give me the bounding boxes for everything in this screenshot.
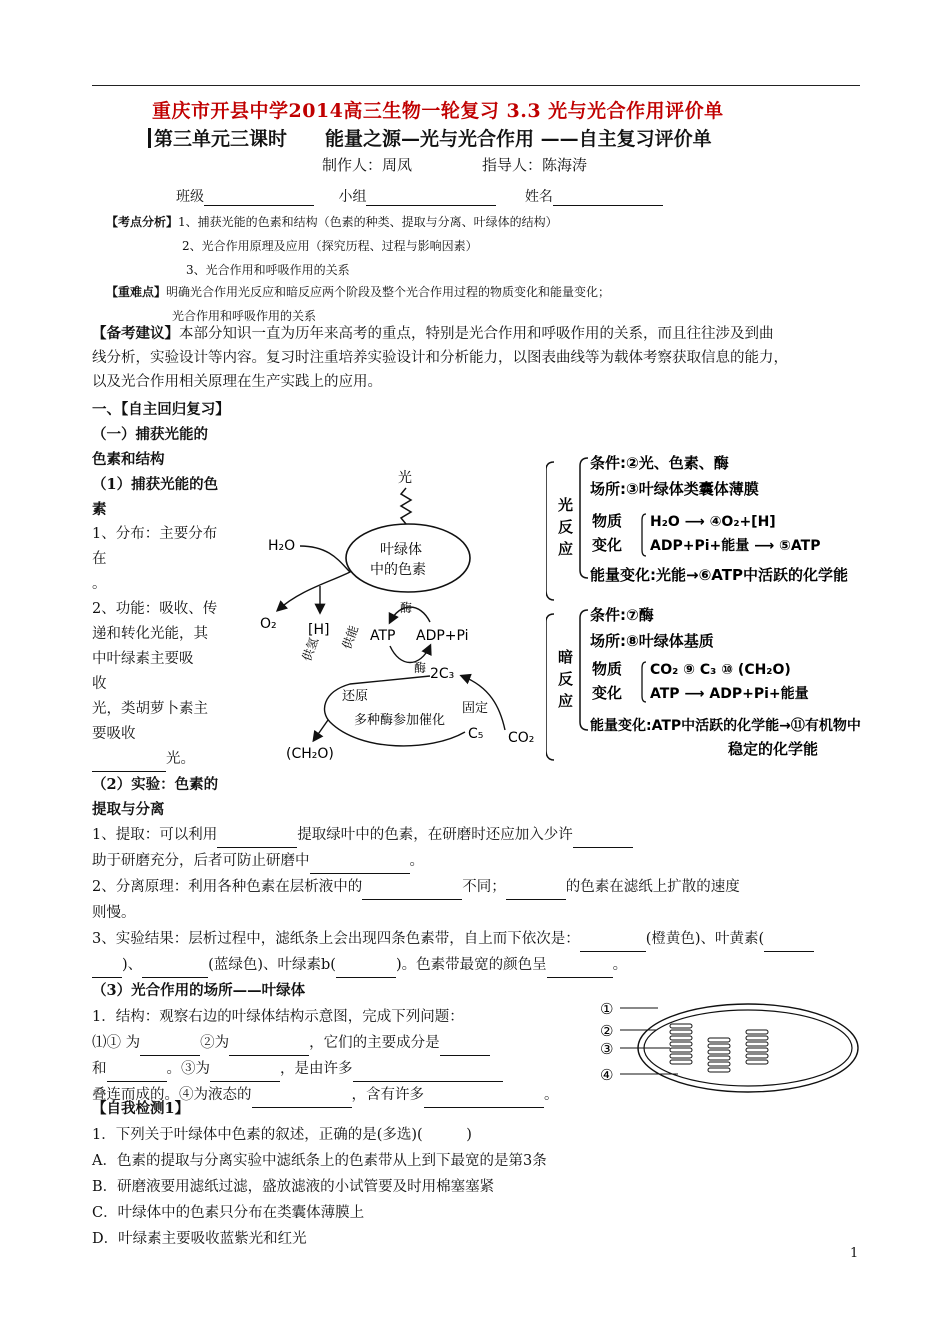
sub1-line2: 色素和结构 xyxy=(92,451,165,468)
advice-line1: 本部分知识一直为历年来高考的重点，特别是光合作用和呼吸作用的关系，而且往往涉及到曲 xyxy=(179,326,774,342)
light-mat-2: 变化 xyxy=(592,536,623,554)
func-end: 光。 xyxy=(166,751,195,767)
key-points xyxy=(106,280,610,328)
atp-label: ATP xyxy=(370,628,396,644)
grana xyxy=(670,1024,768,1072)
light-site: 场所:③叶绿体类囊体薄膜 xyxy=(590,480,759,498)
light-bracket-inner xyxy=(580,458,588,578)
func-line1: 2、功能：吸收、传 xyxy=(92,601,218,617)
sep-1: 2、分离原理：利用各种色素在层析液中的 xyxy=(92,879,363,895)
struct-4b: ，含有许多 xyxy=(351,1087,424,1103)
photosynthesis-diagram xyxy=(250,462,550,772)
c5-label: C₅ xyxy=(468,726,484,742)
question-1: 1．下列关于叶绿体中色素的叙述，正确的是(多选)( ) xyxy=(92,1127,472,1143)
result-blank-5[interactable] xyxy=(336,977,396,978)
unit-title xyxy=(148,124,712,151)
class-label: 班级 xyxy=(176,189,204,205)
sub2-line2: 提取与分离 xyxy=(92,801,165,818)
advice-block xyxy=(92,322,788,394)
calvin-cycle xyxy=(325,676,465,746)
ch2o-arrow xyxy=(314,720,328,740)
result-2c: )。色素带最宽的颜色呈 xyxy=(395,957,547,973)
sub2-line1: （2）实验：色素的 xyxy=(92,776,219,793)
dark-bracket-inner xyxy=(580,610,588,730)
reaction-summary xyxy=(546,450,950,770)
sub1-1-line1: （1）捕获光能的色 xyxy=(92,476,219,493)
struct-3b: 。③为 xyxy=(166,1061,210,1077)
h-label: [H] xyxy=(308,622,330,638)
supply-h: 供氢 xyxy=(299,635,322,664)
advice-line3: 以及光合作用相关原理在生产实践上的应用。 xyxy=(92,374,382,390)
dark-mat-1: 物质 xyxy=(592,660,623,678)
result-1: 3、实验结果：层析过程中，滤纸条上会出现四条色素带，自上而下依次是： xyxy=(92,931,580,947)
struct-2b: ②为 xyxy=(200,1035,230,1051)
analysis-item-3: 3、光合作用和呼吸作用的关系 xyxy=(186,263,350,277)
advisor: 指导人：陈海涛 xyxy=(482,156,588,174)
chloro-label-2: 中的色素 xyxy=(370,562,426,578)
sep-2: 不同； xyxy=(462,879,506,895)
key-points-line2: 光合作用和呼吸作用的关系 xyxy=(172,309,317,323)
dark-reaction-3: 应 xyxy=(558,692,574,710)
fix-label: 固定 xyxy=(462,701,489,716)
result-blank-6[interactable] xyxy=(547,977,613,978)
multi-enzyme-label: 多种酶参加催化 xyxy=(354,713,446,728)
h2o-label: H₂O xyxy=(268,538,296,554)
result-2b: (蓝绿色)、叶绿素b( xyxy=(208,957,336,973)
extract-1: 1、提取：可以利用 xyxy=(92,827,218,843)
dark-condition: 条件:⑦酶 xyxy=(590,606,654,624)
dist-line2: 在 xyxy=(92,551,107,567)
selfcheck-block xyxy=(92,1096,547,1252)
co2-label: CO₂ xyxy=(508,730,535,746)
func-line5: 光，类胡萝卜素主 xyxy=(92,701,208,717)
key-points-label: 【重难点】 xyxy=(106,285,167,299)
struct-2a: ⑴① 为 xyxy=(92,1035,141,1051)
advice-label: 【备考建议】 xyxy=(92,325,179,342)
result-blank-2[interactable] xyxy=(764,951,814,952)
sep-blank-1[interactable] xyxy=(362,899,462,900)
option-a: A．色素的提取与分离实验中滤纸条上的色素带从上到下最宽的是第3条 xyxy=(92,1153,547,1169)
o2-label: O₂ xyxy=(260,616,277,632)
top-rule xyxy=(92,85,860,86)
light-reaction-3: 应 xyxy=(558,540,574,558)
c3-label: 2C₃ xyxy=(430,666,455,682)
unit-text: 第三单元三课时 能量之源—光与光合作用 ——自主复习评价单 xyxy=(154,128,712,150)
label-3: ③ xyxy=(600,1040,614,1058)
result-2d: 。 xyxy=(612,957,628,973)
light-wave xyxy=(401,488,411,524)
author-line xyxy=(322,154,587,175)
enzyme-bottom: 酶 xyxy=(414,661,427,675)
light-reaction-2: 反 xyxy=(558,518,574,536)
group-field[interactable] xyxy=(366,205,496,206)
func-line2: 递和转化光能，其 xyxy=(92,626,208,642)
func-line3: 中叶绿素主要吸 xyxy=(92,651,194,667)
struct-2c: ，它们的主要成分是 xyxy=(309,1035,440,1051)
section-heading: 一、【自主回归复习】 xyxy=(92,401,230,418)
label-1: ① xyxy=(600,1000,614,1018)
left-column xyxy=(92,422,218,822)
group-label: 小组 xyxy=(338,189,367,205)
struct-3c: ，是由许多 xyxy=(280,1061,353,1077)
author: 制作人：周凤 xyxy=(322,156,413,174)
sub1-line1: （一）捕获光能的 xyxy=(92,426,208,443)
name-field[interactable] xyxy=(553,205,663,206)
student-fields xyxy=(176,186,663,206)
light-reaction-1: 光 xyxy=(558,496,574,514)
label-2: ② xyxy=(600,1022,614,1040)
sub3: （3）光合作用的场所——叶绿体 xyxy=(92,982,306,999)
unit-bar xyxy=(148,128,151,148)
analysis-item-1: 1、捕获光能的色素和结构（色素的种类、提取与分离、叶绿体的结构） xyxy=(178,215,558,229)
light-bracket-outer xyxy=(546,462,554,600)
dark-site: 场所:⑧叶绿体基质 xyxy=(590,632,714,650)
light-eq-2: ADP+Pi+能量 ⟶ ⑤ATP xyxy=(650,538,821,554)
dark-eq-2: ATP ⟶ ADP+Pi+能量 xyxy=(650,686,809,702)
chloroplast-ellipse xyxy=(346,524,470,592)
light-eq-1: H₂O ⟶ ④O₂+[H] xyxy=(650,514,776,530)
light-mat-1: 物质 xyxy=(592,512,623,530)
option-d: D．叶绿素主要吸收蓝紫光和红光 xyxy=(92,1231,307,1247)
light-condition: 条件:②光、色素、酶 xyxy=(590,454,729,472)
page-number: 1 xyxy=(850,1246,859,1261)
struct-4c: 。 xyxy=(544,1087,559,1103)
name-label: 姓名 xyxy=(524,189,553,205)
func-line6: 要吸收 xyxy=(92,726,136,742)
label-4: ④ xyxy=(600,1066,614,1084)
light-energy: 能量变化:光能→⑥ATP中活跃的化学能 xyxy=(590,566,848,584)
water-split-arrow xyxy=(278,546,350,610)
key-points-line1: 明确光合作用光反应和暗反应两个阶段及整个光合作用过程的物质变化和能量变化； xyxy=(166,285,611,299)
adp-label: ADP+Pi xyxy=(416,628,469,644)
sep-blank-2[interactable] xyxy=(506,899,566,900)
class-field[interactable] xyxy=(204,205,314,206)
result-2a: )、 xyxy=(122,957,143,973)
extract-2: 提取绿叶中的色素，在研磨时还应加入少许 xyxy=(297,827,573,843)
sep-4: 则慢。 xyxy=(92,905,136,921)
extract-3-end: 。 xyxy=(409,853,424,869)
struct-3a: 和 xyxy=(92,1061,107,1077)
sep-3: 的色素在滤纸上扩散的速度 xyxy=(565,879,740,895)
option-b: B．研磨液要用滤纸过滤，盛放滤液的小试管要及时用棉塞塞紧 xyxy=(92,1179,495,1195)
analysis-block xyxy=(106,210,558,282)
analysis-label: 【考点分析】 xyxy=(106,215,179,229)
chloro-label-1: 叶绿体 xyxy=(380,542,422,558)
chloroplast-structure-diagram xyxy=(598,998,868,1098)
struct-1: 1．结构：观察右边的叶绿体结构示意图，完成下列问题： xyxy=(92,1009,464,1025)
func-line4: 收 xyxy=(92,676,107,692)
dark-reaction-2: 反 xyxy=(558,670,574,688)
dark-energy: 能量变化:ATP中活跃的化学能→⑪有机物中 xyxy=(590,718,861,734)
dark-bracket-outer xyxy=(546,614,554,760)
extract-blank-2[interactable] xyxy=(573,847,633,848)
sub1-1-line2: 素 xyxy=(92,501,107,518)
struct-4a: 叠连而成的。④为液态的 xyxy=(92,1087,252,1103)
light-label: 光 xyxy=(398,470,412,486)
reduce-label: 还原 xyxy=(342,689,369,704)
dark-mat-2: 变化 xyxy=(592,684,623,702)
selfcheck-heading: 【自我检测1】 xyxy=(92,1100,190,1117)
advice-line2: 线分析，实验设计等内容。复习时注重培养实验设计和分析能力，以图表曲线等为载体考察获取信息的能力， xyxy=(92,350,788,366)
result-1b: (橙黄色)、叶黄素( xyxy=(645,931,765,947)
dist-line1: 1、分布：主要分布 xyxy=(92,526,218,542)
dist-line3: 。 xyxy=(92,576,107,592)
dark-reaction-1: 暗 xyxy=(558,648,574,666)
supply-energy: 供能 xyxy=(339,623,362,652)
dark-eq-1: CO₂ ⑨ C₃ ⑩ (CH₂O) xyxy=(650,662,791,678)
option-c: C．叶绿体中的色素只分布在类囊体薄膜上 xyxy=(92,1205,365,1221)
analysis-item-2: 2、光合作用原理及应用（探究历程、过程与影响因素） xyxy=(182,239,478,253)
dark-mat-brace xyxy=(642,662,646,702)
enzyme-top: 酶 xyxy=(400,601,413,615)
ch2o-label: (CH₂O) xyxy=(286,746,334,762)
extract-3: 助于研磨充分，后者可防止研磨中 xyxy=(92,853,310,869)
dark-energy-2: 稳定的化学能 xyxy=(728,740,819,758)
document-title: 重庆市开县中学2014高三生物一轮复习 3.3 光与光合作用评价单 xyxy=(152,100,724,122)
light-mat-brace xyxy=(642,514,646,556)
